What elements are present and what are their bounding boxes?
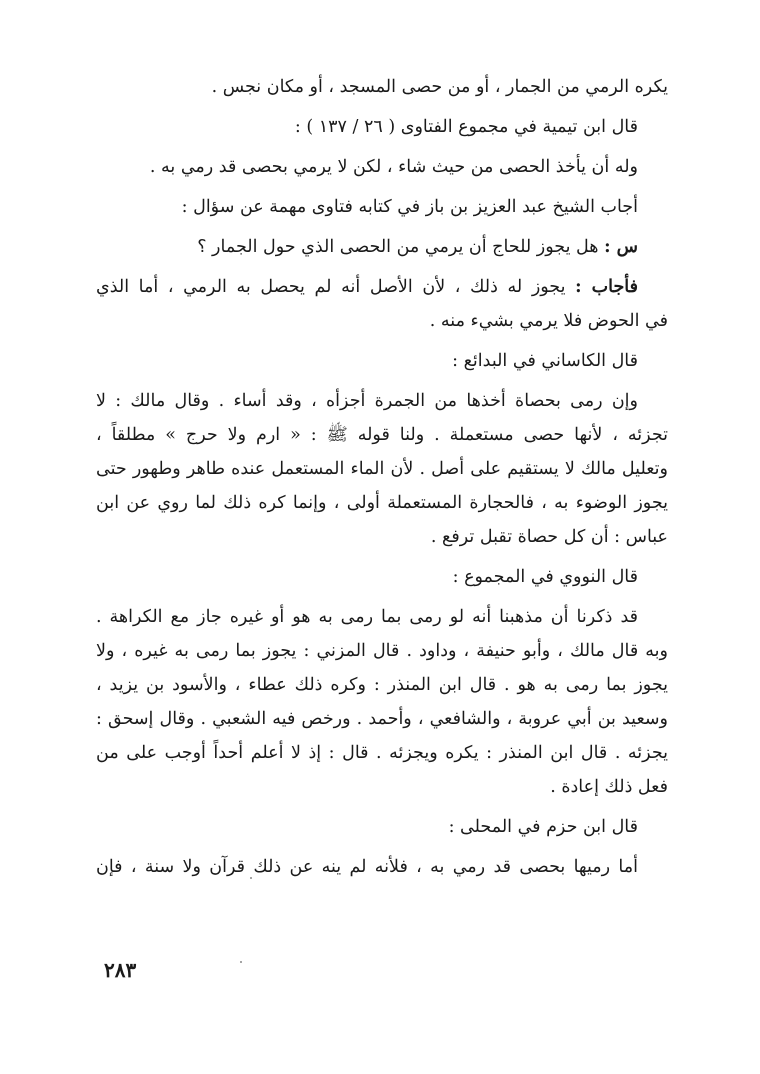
text-line: وإن رمى بحصاة أخذها من الجمرة أجزأه ، وقد أساء . وقال مالك : لا: [96, 391, 638, 411]
text-line: قال ابن تيمية في مجموع الفتاوى ( ٢٦ / ١٣٧ ) :: [294, 117, 638, 137]
text-line: أجاب الشيخ عبد العزيز بن باز في كتابه فتاوى مهمة عن سؤال :: [181, 197, 638, 217]
page-number: ٢٨٣: [104, 958, 137, 982]
section-heading: قال الكاساني في البدائع :: [452, 351, 638, 371]
text-line: يكره الرمي من الجمار ، أو من حصى المسجد ، أو مكان نجس .: [211, 77, 668, 97]
question-label: س :: [604, 237, 638, 257]
text-line: قد ذكرنا أن مذهبنا أنه لو رمى بما رمى به هو أو غيره جاز مع الكراهة .: [96, 607, 638, 627]
text-line: يجوز بما رمى به هو . قال ابن المنذر : وكره ذلك عطاء ، والأسود بن يزيد ،: [96, 675, 668, 695]
section-heading: قال النووي في المجموع :: [452, 567, 638, 587]
answer-line: [96, 270, 668, 304]
answer-label: فأجاب :: [575, 277, 639, 297]
text-line: وسعيد بن أبي عروبة ، والشافعي ، وأحمد . ورخص فيه الشعبي . وقال إسحق :: [96, 709, 668, 729]
text-line: فعل ذلك إعادة .: [550, 777, 668, 797]
question-text: هل يجوز للحاج أن يرمي من الحصى الذي حول الجمار ؟: [197, 237, 599, 257]
text-line: تجزئه ، لأنها حصى مستعملة . ولنا قوله ﷺ : « ارم ولا حرج » مطلقاً ،: [96, 425, 668, 445]
text-line: وله أن يأخذ الحصى من حيث شاء ، لكن لا يرمي بحصى قد رمي به .: [149, 157, 638, 177]
text-line: يجزئه . قال ابن المنذر : يكره ويجزئه . قال : إذ لا أعلم أحداً أوجب على من: [96, 743, 668, 763]
text-line: أما رميها بحصى قد رمي به ، فلأنه لم ينه عن ذلك قرآن ولا سنة ، فإن: [96, 857, 638, 877]
question-line: [96, 230, 668, 264]
text-line: عباس : أن كل حصاة تقبل ترفع .: [430, 527, 668, 547]
section-heading: قال ابن حزم في المحلى :: [448, 817, 638, 837]
text-line: وبه قال مالك ، وأبو حنيفة ، وداود . قال المزني : يجوز بما رمى به غيره ، ولا: [96, 641, 668, 661]
paper-speck: [250, 877, 252, 879]
paper-speck: [240, 961, 242, 963]
text-line: في الحوض فلا يرمي بشيء منه .: [429, 311, 668, 331]
page-text: [96, 70, 668, 884]
answer-text: يجوز له ذلك ، لأن الأصل أنه لم يحصل به الرمي ، أما الذي: [96, 277, 566, 297]
text-line: وتعليل مالك لا يستقيم على أصل . لأن الماء المستعمل عنده طاهر وطهور حتى: [96, 459, 668, 479]
text-line: يجوز الوضوء به ، فالحجارة المستعملة أولى ، وإنما كره ذلك لما روي عن ابن: [96, 493, 668, 513]
